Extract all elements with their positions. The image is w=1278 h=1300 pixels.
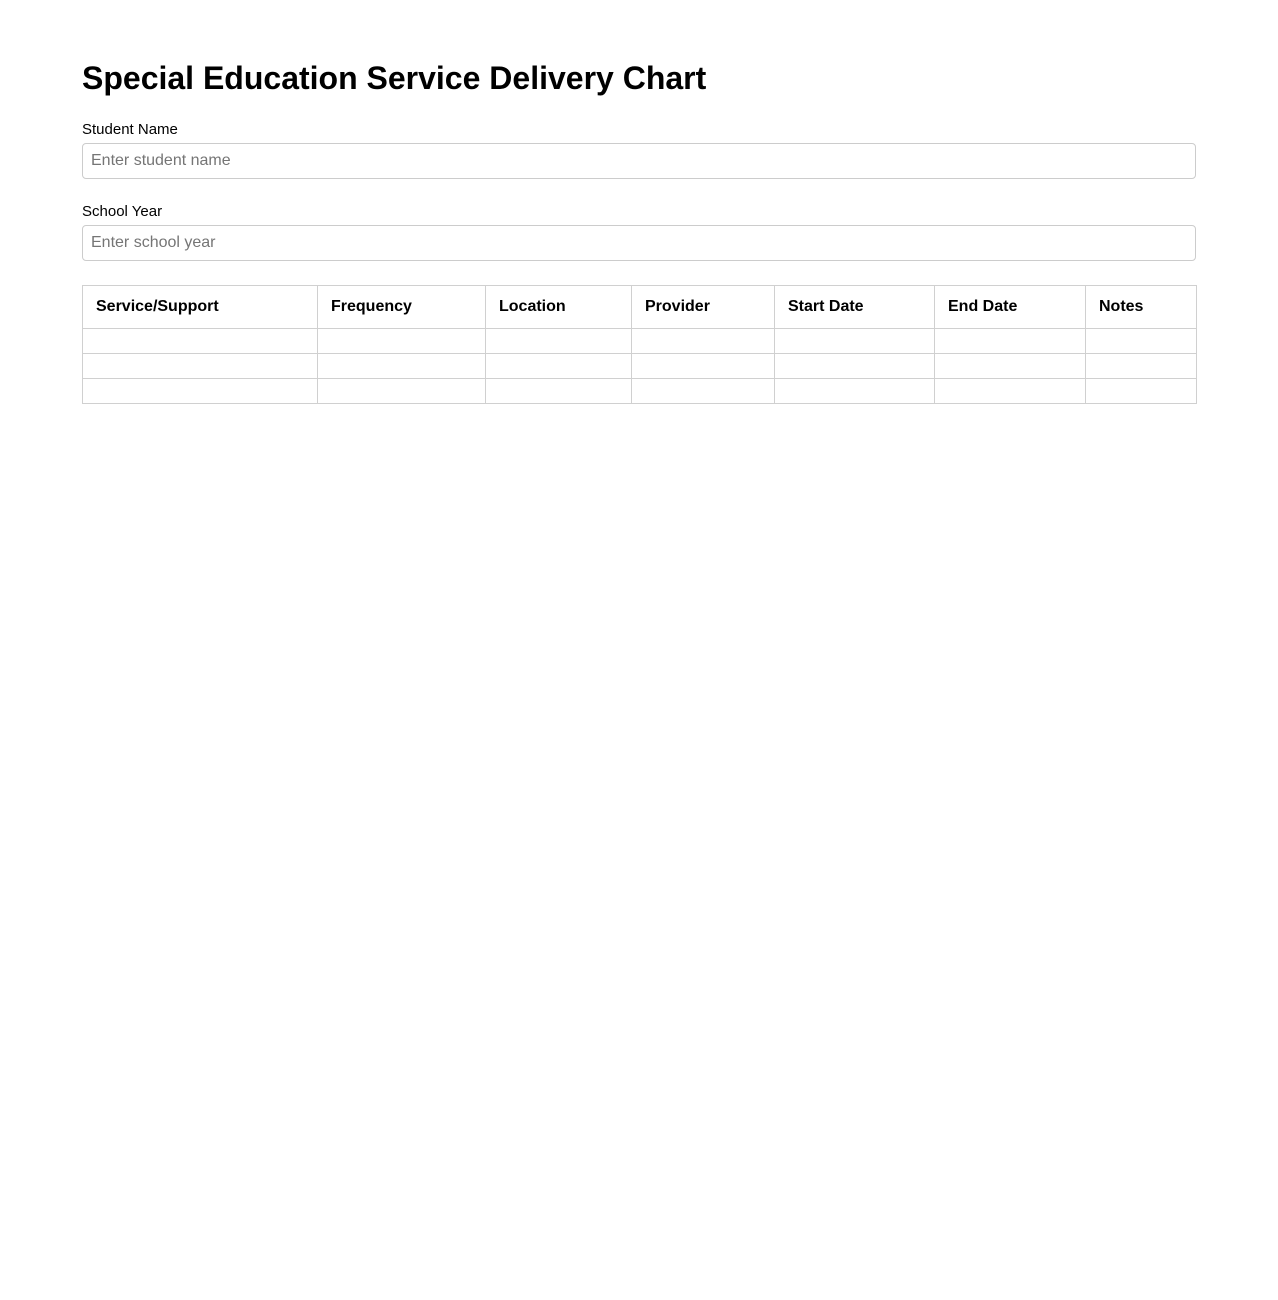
table-cell[interactable]: [935, 379, 1086, 404]
table-cell[interactable]: [83, 329, 318, 354]
student-name-label: Student Name: [82, 121, 178, 138]
table-cell[interactable]: [775, 379, 935, 404]
table-row: [83, 354, 1197, 379]
page-title: Special Education Service Delivery Chart: [82, 60, 707, 96]
table-cell[interactable]: [1086, 379, 1197, 404]
table-cell[interactable]: [632, 354, 775, 379]
school-year-label: School Year: [82, 203, 163, 220]
column-header-start-date: Start Date: [775, 286, 935, 329]
column-header-provider: Provider: [632, 286, 775, 329]
table-cell[interactable]: [486, 354, 632, 379]
student-name-input[interactable]: [82, 143, 1196, 179]
table-cell[interactable]: [318, 354, 486, 379]
table-cell[interactable]: [632, 379, 775, 404]
table-cell[interactable]: [935, 329, 1086, 354]
table-row: [83, 329, 1197, 354]
service-delivery-table: [82, 285, 1197, 404]
column-header-end-date: End Date: [935, 286, 1086, 329]
column-header-notes: Notes: [1086, 286, 1197, 329]
table-cell[interactable]: [775, 354, 935, 379]
table-cell[interactable]: [486, 379, 632, 404]
column-header-frequency: Frequency: [318, 286, 486, 329]
table-cell[interactable]: [318, 379, 486, 404]
school-year-input[interactable]: [82, 225, 1196, 261]
table-header-row: [83, 286, 1197, 329]
table-cell[interactable]: [83, 354, 318, 379]
table-cell[interactable]: [1086, 354, 1197, 379]
column-header-service-support: Service/Support: [83, 286, 318, 329]
table-cell[interactable]: [486, 329, 632, 354]
table-cell[interactable]: [1086, 329, 1197, 354]
table-row: [83, 379, 1197, 404]
table-cell[interactable]: [83, 379, 318, 404]
table-cell[interactable]: [632, 329, 775, 354]
table-cell[interactable]: [318, 329, 486, 354]
column-header-location: Location: [486, 286, 632, 329]
table-cell[interactable]: [775, 329, 935, 354]
table-cell[interactable]: [935, 354, 1086, 379]
